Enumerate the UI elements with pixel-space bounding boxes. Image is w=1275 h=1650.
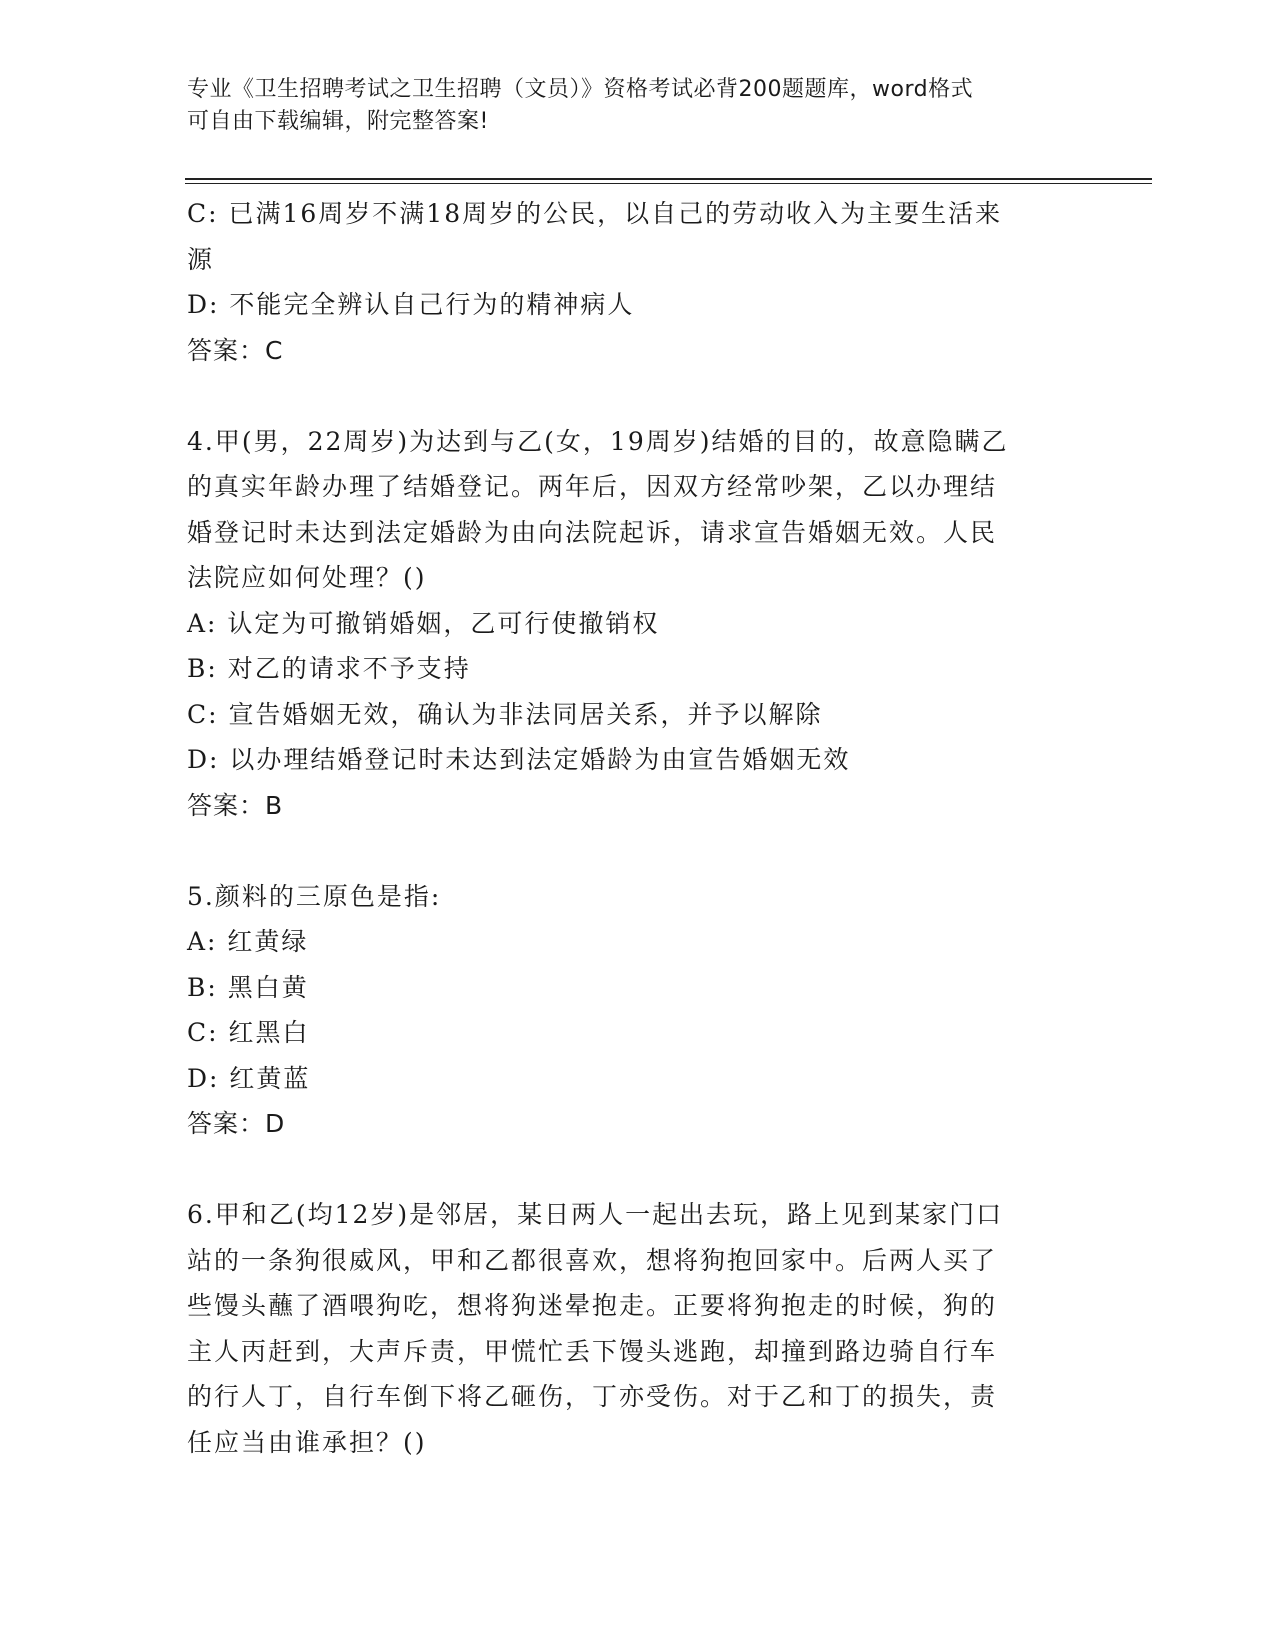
- question-stem: 的行人丁，自行车倒下将乙砸伤，丁亦受伤。对于乙和丁的损失，责: [187, 1382, 998, 1411]
- option-c: C: 宣告婚姻无效，确认为非法同居关系，并予以解除: [187, 699, 823, 729]
- header-title-line-1: 专业《卫生招聘考试之卫生招聘（文员）》资格考试必背200题题库，word格式: [187, 77, 974, 102]
- document-header: [187, 74, 1087, 138]
- question-stem: 主人丙赶到，大声斥责，甲慌忙丢下馒头逃跑，却撞到路边骑自行车: [187, 1336, 998, 1366]
- option-b: B: 黑白黄: [187, 972, 309, 1002]
- question-stem: 任应当由谁承担？(): [187, 1427, 427, 1457]
- option-d: D: 以办理结婚登记时未达到法定婚龄为由宣告婚姻无效: [187, 745, 851, 774]
- answer-label: 答案：B: [187, 790, 284, 820]
- question-stem: 些馒头蘸了酒喂狗吃，想将狗迷晕抱走。正要将狗抱走的时候，狗的: [187, 1291, 998, 1320]
- option-c-continued: 源: [187, 244, 215, 274]
- question-5: [187, 874, 1087, 1147]
- spacer: [187, 1147, 1087, 1193]
- option-a: A: 认定为可撤销婚姻，乙可行使撤销权: [187, 608, 660, 638]
- header-divider-thick: [185, 178, 1152, 180]
- question-4: [187, 419, 1087, 829]
- question-3-tail: [187, 191, 1087, 373]
- answer-label: 答案：D: [187, 1109, 286, 1138]
- option-c: C: 红黑白: [187, 1018, 310, 1047]
- spacer: [187, 373, 1087, 419]
- question-6: [187, 1192, 1087, 1465]
- question-stem: 站的一条狗很威风，甲和乙都很喜欢，想将狗抱回家中。后两人买了: [187, 1245, 998, 1275]
- option-b: B: 对乙的请求不予支持: [187, 654, 471, 683]
- option-a: A: 红黄绿: [187, 927, 309, 956]
- option-c: C: 已满16周岁不满18周岁的公民，以自己的劳动收入为主要生活来: [187, 199, 1003, 228]
- header-divider-thin: [185, 183, 1152, 184]
- question-stem: 4.甲(男，22周岁)为达到与乙(女，19周岁)结婚的目的，故意隐瞒乙: [187, 426, 1009, 456]
- option-d: D: 红黄蓝: [187, 1063, 311, 1093]
- answer-label: 答案：C: [187, 335, 284, 365]
- question-stem: 婚登记时未达到法定婚龄为由向法院起诉，请求宣告婚姻无效。人民: [187, 517, 998, 547]
- question-stem: 5.颜料的三原色是指:: [187, 881, 442, 911]
- header-title-line-2: 可自由下载编辑，附完整答案!: [187, 109, 489, 134]
- spacer: [187, 828, 1087, 874]
- question-stem: 法院应如何处理？(): [187, 563, 427, 592]
- document-body: [187, 191, 1087, 1465]
- option-d: D: 不能完全辨认自己行为的精神病人: [187, 290, 635, 319]
- question-stem: 的真实年龄办理了结婚登记。两年后，因双方经常吵架，乙以办理结: [187, 472, 998, 501]
- question-stem: 6.甲和乙(均12岁)是邻居，某日两人一起出去玩，路上见到某家门口: [187, 1200, 1004, 1229]
